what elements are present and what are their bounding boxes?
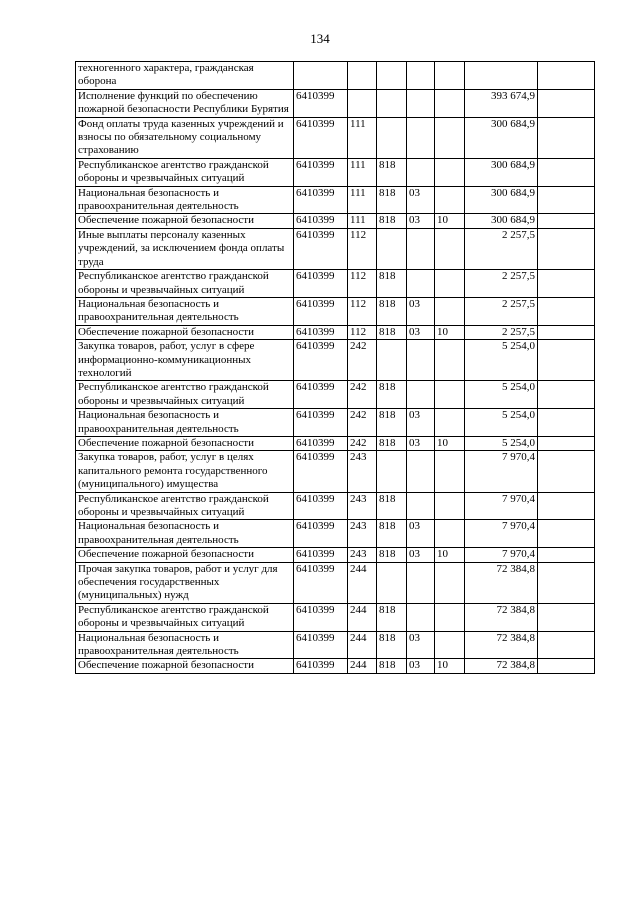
section-code-cell: 03	[407, 631, 435, 659]
extra-cell	[538, 409, 595, 437]
item-name-cell: Национальная безопасность и правоохранительная деятельность	[76, 186, 294, 214]
amount-cell: 2 257,5	[465, 270, 538, 298]
extra-cell	[538, 492, 595, 520]
section-code-cell: 03	[407, 520, 435, 548]
section-code-cell	[407, 158, 435, 186]
subsection-code-cell	[435, 117, 465, 158]
extra-cell	[538, 562, 595, 603]
subsection-code-cell	[435, 381, 465, 409]
item-name-cell: Фонд оплаты труда казенных учреждений и взносы по обязательному социальному страхованию	[76, 117, 294, 158]
administrator-code-cell: 818	[377, 659, 407, 673]
administrator-code-cell	[377, 340, 407, 381]
administrator-code-cell: 818	[377, 548, 407, 562]
table-row	[76, 270, 595, 298]
subsection-code-cell: 10	[435, 436, 465, 450]
administrator-code-cell: 818	[377, 381, 407, 409]
target-article-cell: 6410399	[294, 451, 348, 492]
expense-type-cell: 244	[348, 631, 377, 659]
subsection-code-cell	[435, 520, 465, 548]
section-code-cell	[407, 492, 435, 520]
target-article-cell: 6410399	[294, 436, 348, 450]
administrator-code-cell	[377, 62, 407, 90]
extra-cell	[538, 186, 595, 214]
amount-cell: 300 684,9	[465, 186, 538, 214]
item-name-cell: Иные выплаты персоналу казенных учреждений, за исключением фонда оплаты труда	[76, 228, 294, 269]
target-article-cell: 6410399	[294, 214, 348, 228]
section-code-cell: 03	[407, 436, 435, 450]
amount-cell: 2 257,5	[465, 325, 538, 339]
administrator-code-cell	[377, 562, 407, 603]
table-row	[76, 228, 595, 269]
expense-type-cell: 242	[348, 340, 377, 381]
item-name-cell: Обеспечение пожарной безопасности	[76, 548, 294, 562]
extra-cell	[538, 631, 595, 659]
administrator-code-cell: 818	[377, 492, 407, 520]
expense-type-cell	[348, 62, 377, 90]
target-article-cell: 6410399	[294, 631, 348, 659]
amount-cell: 2 257,5	[465, 228, 538, 269]
table-row	[76, 548, 595, 562]
administrator-code-cell	[377, 228, 407, 269]
item-name-cell: Республиканское агентство гражданской обороны и чрезвычайных ситуаций	[76, 158, 294, 186]
administrator-code-cell	[377, 89, 407, 117]
subsection-code-cell	[435, 89, 465, 117]
item-name-cell: Национальная безопасность и правоохранительная деятельность	[76, 631, 294, 659]
table-row	[76, 89, 595, 117]
target-article-cell: 6410399	[294, 562, 348, 603]
amount-cell: 2 257,5	[465, 297, 538, 325]
administrator-code-cell: 818	[377, 603, 407, 631]
budget-table-body	[76, 62, 595, 674]
expense-type-cell: 243	[348, 548, 377, 562]
subsection-code-cell: 10	[435, 659, 465, 673]
section-code-cell	[407, 117, 435, 158]
expense-type-cell: 112	[348, 297, 377, 325]
expense-type-cell: 243	[348, 451, 377, 492]
extra-cell	[538, 297, 595, 325]
section-code-cell: 03	[407, 297, 435, 325]
target-article-cell: 6410399	[294, 325, 348, 339]
extra-cell	[538, 325, 595, 339]
section-code-cell	[407, 62, 435, 90]
expense-type-cell: 111	[348, 214, 377, 228]
expense-type-cell	[348, 89, 377, 117]
target-article-cell: 6410399	[294, 409, 348, 437]
expense-type-cell: 244	[348, 659, 377, 673]
table-row	[76, 603, 595, 631]
item-name-cell: Республиканское агентство гражданской обороны и чрезвычайных ситуаций	[76, 603, 294, 631]
extra-cell	[538, 436, 595, 450]
target-article-cell: 6410399	[294, 659, 348, 673]
table-row	[76, 62, 595, 90]
administrator-code-cell: 818	[377, 297, 407, 325]
item-name-cell: Обеспечение пожарной безопасности	[76, 325, 294, 339]
administrator-code-cell: 818	[377, 270, 407, 298]
item-name-cell: Обеспечение пожарной безопасности	[76, 659, 294, 673]
amount-cell: 72 384,8	[465, 603, 538, 631]
table-row	[76, 631, 595, 659]
item-name-cell: Республиканское агентство гражданской обороны и чрезвычайных ситуаций	[76, 492, 294, 520]
section-code-cell: 03	[407, 659, 435, 673]
extra-cell	[538, 381, 595, 409]
expense-type-cell: 112	[348, 228, 377, 269]
extra-cell	[538, 603, 595, 631]
section-code-cell: 03	[407, 409, 435, 437]
section-code-cell	[407, 89, 435, 117]
extra-cell	[538, 659, 595, 673]
subsection-code-cell	[435, 562, 465, 603]
table-row	[76, 436, 595, 450]
item-name-cell: Национальная безопасность и правоохранительная деятельность	[76, 297, 294, 325]
table-row	[76, 117, 595, 158]
page-number: 134	[310, 31, 330, 46]
item-name-cell: Обеспечение пожарной безопасности	[76, 214, 294, 228]
target-article-cell: 6410399	[294, 548, 348, 562]
section-code-cell: 03	[407, 214, 435, 228]
expense-type-cell: 244	[348, 603, 377, 631]
administrator-code-cell: 818	[377, 214, 407, 228]
target-article-cell: 6410399	[294, 89, 348, 117]
budget-table	[75, 61, 595, 674]
table-row	[76, 492, 595, 520]
item-name-cell: техногенного характера, гражданская оборона	[76, 62, 294, 90]
table-row	[76, 409, 595, 437]
subsection-code-cell: 10	[435, 548, 465, 562]
section-code-cell	[407, 451, 435, 492]
section-code-cell	[407, 340, 435, 381]
expense-type-cell: 112	[348, 325, 377, 339]
item-name-cell: Республиканское агентство гражданской обороны и чрезвычайных ситуаций	[76, 381, 294, 409]
amount-cell: 72 384,8	[465, 659, 538, 673]
target-article-cell: 6410399	[294, 158, 348, 186]
table-row	[76, 659, 595, 673]
table-row	[76, 186, 595, 214]
target-article-cell: 6410399	[294, 270, 348, 298]
administrator-code-cell	[377, 451, 407, 492]
target-article-cell	[294, 62, 348, 90]
subsection-code-cell	[435, 409, 465, 437]
subsection-code-cell: 10	[435, 325, 465, 339]
subsection-code-cell	[435, 62, 465, 90]
administrator-code-cell	[377, 117, 407, 158]
subsection-code-cell	[435, 492, 465, 520]
target-article-cell: 6410399	[294, 492, 348, 520]
extra-cell	[538, 270, 595, 298]
administrator-code-cell: 818	[377, 631, 407, 659]
amount-cell: 72 384,8	[465, 562, 538, 603]
item-name-cell: Прочая закупка товаров, работ и услуг для обеспечения государственных (муниципальных) нужд	[76, 562, 294, 603]
target-article-cell: 6410399	[294, 228, 348, 269]
subsection-code-cell	[435, 297, 465, 325]
expense-type-cell: 242	[348, 381, 377, 409]
administrator-code-cell: 818	[377, 186, 407, 214]
subsection-code-cell	[435, 451, 465, 492]
item-name-cell: Закупка товаров, работ, услуг в целях капитального ремонта государственного (муниципального) имущества	[76, 451, 294, 492]
table-row	[76, 451, 595, 492]
administrator-code-cell: 818	[377, 158, 407, 186]
section-code-cell	[407, 270, 435, 298]
amount-cell: 7 970,4	[465, 548, 538, 562]
table-row	[76, 158, 595, 186]
section-code-cell	[407, 603, 435, 631]
item-name-cell: Обеспечение пожарной безопасности	[76, 436, 294, 450]
extra-cell	[538, 228, 595, 269]
administrator-code-cell: 818	[377, 409, 407, 437]
extra-cell	[538, 158, 595, 186]
target-article-cell: 6410399	[294, 117, 348, 158]
amount-cell: 5 254,0	[465, 381, 538, 409]
expense-type-cell: 242	[348, 436, 377, 450]
table-row	[76, 520, 595, 548]
table-row	[76, 381, 595, 409]
extra-cell	[538, 451, 595, 492]
target-article-cell: 6410399	[294, 297, 348, 325]
amount-cell: 300 684,9	[465, 117, 538, 158]
extra-cell	[538, 548, 595, 562]
extra-cell	[538, 62, 595, 90]
target-article-cell: 6410399	[294, 381, 348, 409]
expense-type-cell: 111	[348, 158, 377, 186]
expense-type-cell: 111	[348, 117, 377, 158]
amount-cell: 5 254,0	[465, 340, 538, 381]
target-article-cell: 6410399	[294, 520, 348, 548]
table-row	[76, 297, 595, 325]
subsection-code-cell	[435, 228, 465, 269]
extra-cell	[538, 340, 595, 381]
administrator-code-cell: 818	[377, 436, 407, 450]
item-name-cell: Республиканское агентство гражданской обороны и чрезвычайных ситуаций	[76, 270, 294, 298]
administrator-code-cell: 818	[377, 520, 407, 548]
extra-cell	[538, 520, 595, 548]
administrator-code-cell: 818	[377, 325, 407, 339]
section-code-cell: 03	[407, 186, 435, 214]
amount-cell: 7 970,4	[465, 451, 538, 492]
subsection-code-cell: 10	[435, 214, 465, 228]
expense-type-cell: 244	[348, 562, 377, 603]
amount-cell: 7 970,4	[465, 520, 538, 548]
section-code-cell	[407, 381, 435, 409]
extra-cell	[538, 89, 595, 117]
table-row	[76, 214, 595, 228]
amount-cell: 300 684,9	[465, 214, 538, 228]
item-name-cell: Национальная безопасность и правоохранительная деятельность	[76, 520, 294, 548]
table-row	[76, 562, 595, 603]
table-row	[76, 325, 595, 339]
section-code-cell: 03	[407, 325, 435, 339]
amount-cell: 393 674,9	[465, 89, 538, 117]
subsection-code-cell	[435, 603, 465, 631]
target-article-cell: 6410399	[294, 340, 348, 381]
subsection-code-cell	[435, 631, 465, 659]
amount-cell: 5 254,0	[465, 409, 538, 437]
expense-type-cell: 242	[348, 409, 377, 437]
subsection-code-cell	[435, 340, 465, 381]
extra-cell	[538, 117, 595, 158]
amount-cell: 300 684,9	[465, 158, 538, 186]
item-name-cell: Закупка товаров, работ, услуг в сфере информационно-коммуникационных технологий	[76, 340, 294, 381]
amount-cell	[465, 62, 538, 90]
expense-type-cell: 243	[348, 520, 377, 548]
extra-cell	[538, 214, 595, 228]
target-article-cell: 6410399	[294, 186, 348, 214]
item-name-cell: Исполнение функций по обеспечению пожарной безопасности Республики Бурятия	[76, 89, 294, 117]
expense-type-cell: 112	[348, 270, 377, 298]
table-row	[76, 340, 595, 381]
subsection-code-cell	[435, 186, 465, 214]
amount-cell: 72 384,8	[465, 631, 538, 659]
amount-cell: 7 970,4	[465, 492, 538, 520]
section-code-cell: 03	[407, 548, 435, 562]
expense-type-cell: 243	[348, 492, 377, 520]
item-name-cell: Национальная безопасность и правоохранительная деятельность	[76, 409, 294, 437]
target-article-cell: 6410399	[294, 603, 348, 631]
amount-cell: 5 254,0	[465, 436, 538, 450]
subsection-code-cell	[435, 270, 465, 298]
section-code-cell	[407, 562, 435, 603]
subsection-code-cell	[435, 158, 465, 186]
section-code-cell	[407, 228, 435, 269]
expense-type-cell: 111	[348, 186, 377, 214]
